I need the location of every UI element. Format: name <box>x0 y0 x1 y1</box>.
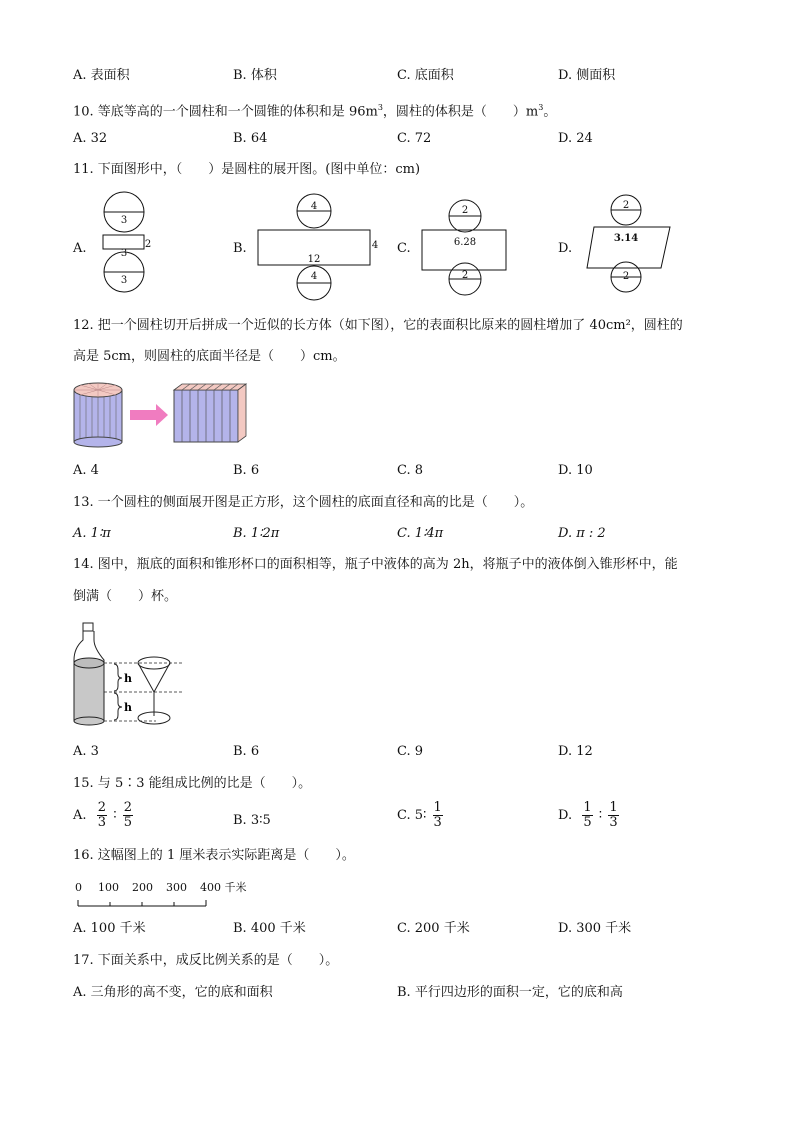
q14-option-a: A. 3 <box>73 744 99 759</box>
q9-option-c: C. 底面积 <box>397 68 454 83</box>
q11b-bottom-label: 4 <box>310 271 318 282</box>
q13-stem: 13. 一个圆柱的侧面展开图是正方形，这个圆柱的底面直径和高的比是（ ）。 <box>73 495 534 510</box>
q11c-bottom-label: 2 <box>461 270 469 281</box>
scale-label-100: 100 <box>98 881 119 894</box>
q9-option-d: D. 侧面积 <box>558 68 616 83</box>
q16-scale-bar <box>72 878 272 912</box>
q12-cylinder-to-cuboid-figure <box>70 376 260 451</box>
scale-label-300: 300 <box>166 881 187 894</box>
q13-option-b: B. 1∶2π <box>233 526 280 541</box>
q11a-rect-label: 3 <box>120 248 128 259</box>
q14-option-d: D. 12 <box>558 744 593 759</box>
q11a-side-label: 2 <box>144 239 152 250</box>
q11a-bottom-label: 3 <box>120 275 128 286</box>
scale-label-200: 200 <box>132 881 153 894</box>
q13-option-a: A. 1∶π <box>73 526 111 541</box>
q15-stem: 15. 与 5∶3 能组成比例的比是（ ）。 <box>73 776 312 791</box>
q10-option-b: B. 64 <box>233 131 268 146</box>
q10-stem: 10. 等底等高的一个圆柱和一个圆锥的体积和是 $96m^3$，圆柱的体积是（ ）$m^3$。 <box>73 103 557 120</box>
q11-letter-d: D. <box>558 241 573 256</box>
q11c-rect-label: 6.28 <box>453 237 477 248</box>
q13-option-c: C. 1∶4π <box>397 526 444 541</box>
arrow-icon <box>130 404 168 426</box>
q13-option-d: D. π : 2 <box>558 526 606 541</box>
q11b-side-label: 4 <box>371 240 379 251</box>
q12-option-c: C. 8 <box>397 463 424 478</box>
cylinder-shape <box>74 383 122 447</box>
q15-option-c: C. 5∶ $\frac{1}{3}$ <box>397 800 442 830</box>
scale-label-400: 400 千米 <box>200 881 247 894</box>
q11c-top-label: 2 <box>461 205 469 216</box>
q16-option-d: D. 300 千米 <box>558 921 632 936</box>
q12-option-a: A. 4 <box>73 463 99 478</box>
q14-option-b: B. 6 <box>233 744 260 759</box>
q11d-top-label: 2 <box>622 200 630 211</box>
q11b-rect-label: 12 <box>307 254 321 265</box>
q15-option-b: B. 3∶5 <box>233 813 271 828</box>
label-h-lower: h <box>124 701 132 714</box>
q12-option-b: B. 6 <box>233 463 260 478</box>
cone-cup <box>138 657 170 724</box>
q10-option-a: A. 32 <box>73 131 108 146</box>
cuboid-shape <box>174 384 246 442</box>
q11-letter-c: C. <box>397 241 411 256</box>
q14-stem-line2: 倒满（ ）杯。 <box>73 589 178 604</box>
q17-option-a: A. 三角形的高不变，它的底和面积 <box>73 985 273 1000</box>
q11-letter-a: A. <box>73 241 87 256</box>
q9-option-a: A. 表面积 <box>73 68 130 83</box>
q11-letter-b: B. <box>233 241 247 256</box>
q11a-top-label: 3 <box>120 215 128 226</box>
bottle-cap <box>83 623 93 631</box>
q16-option-c: C. 200 千米 <box>397 921 470 936</box>
q17-option-b: B. 平行四边形的面积一定，它的底和高 <box>397 985 623 1000</box>
q14-stem-line1: 14. 图中，瓶底的面积和锥形杯口的面积相等，瓶子中液体的高为 2h，将瓶子中的液体倒入锥形杯中，能 <box>73 557 678 572</box>
scale-label-0: 0 <box>75 881 82 894</box>
q11d-rect-label: 3.14 <box>613 233 639 244</box>
q12-option-d: D. 10 <box>558 463 593 478</box>
q11b-top-label: 4 <box>310 201 318 212</box>
q16-option-b: B. 400 千米 <box>233 921 306 936</box>
bottle-liquid <box>74 663 104 721</box>
q9-option-b: B. 体积 <box>233 68 277 83</box>
q12-stem-line2: 高是 5cm，则圆柱的底面半径是（ ）cm。 <box>73 349 346 364</box>
q11-net-figures <box>0 190 794 305</box>
q14-bottle-and-cone-cup-figure <box>66 618 196 730</box>
q15-option-a: A. $\frac{2}{3}$ ∶ $\frac{2}{5}$ <box>73 800 133 830</box>
q10-option-c: C. 72 <box>397 131 432 146</box>
q11-stem: 11. 下面图形中，（ ）是圆柱的展开图。(图中单位：cm) <box>73 162 421 177</box>
q10-option-d: D. 24 <box>558 131 593 146</box>
q14-option-c: C. 9 <box>397 744 424 759</box>
q16-option-a: A. 100 千米 <box>73 921 146 936</box>
q16-stem: 16. 这幅图上的 1 厘米表示实际距离是（ ）。 <box>73 848 355 863</box>
label-h-upper: h <box>124 672 132 685</box>
q12-stem-line1: 12. 把一个圆柱切开后拼成一个近似的长方体（如下图），它的表面积比原来的圆柱增加了 40cm²，圆柱的 <box>73 318 683 333</box>
q17-stem: 17. 下面关系中，成反比例关系的是（ ）。 <box>73 953 339 968</box>
q15-option-d: D. $\frac{1}{5}$ ∶ $\frac{1}{3}$ <box>558 800 618 830</box>
q11d-bottom-label: 2 <box>622 271 630 282</box>
